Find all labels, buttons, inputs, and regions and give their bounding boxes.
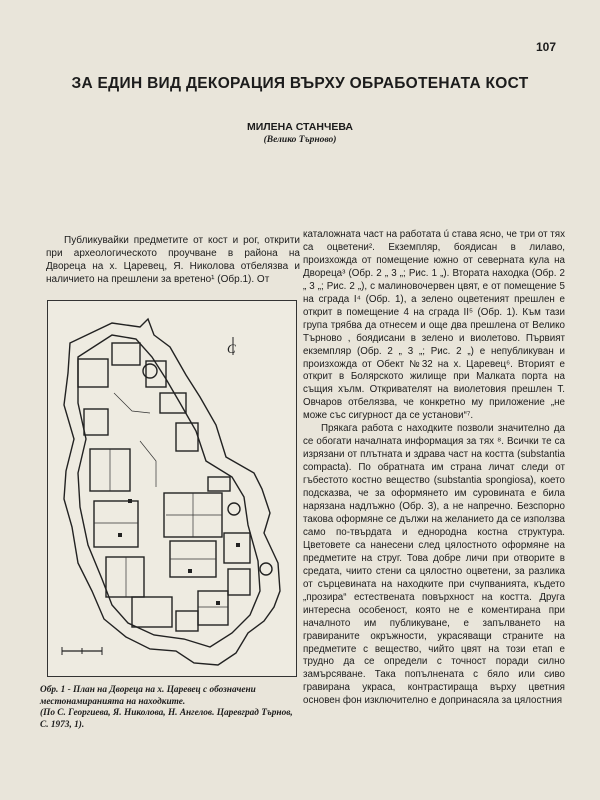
room (208, 477, 230, 491)
room (112, 343, 140, 365)
body-paragraph-2: Прякага работа с находките позволи значително да се обогати началната информация за тях ⁸. Всички те са изрязани от плътната и здрава част на костта (substantia compacta). По обратната им страна личат следи от гъбестото костно вещество (substantia spongiosa), което подсказва, че за оформянето им суровината е била нарязана надлъжно (Обр. 3), а не напречно. Безспорно такова оформяне се дължи на желанието да се използва само по-твърдата и еднородна костна структура. Цветовете са нанесени след цялостното оформяне на предметите на струг. Това добре личи при отворите в средата, чиито стени са цялостно оцветени, за разлика от сърцевината на находките при счупванията, където „прозира“ естествената повърхност на костта. Друга интересна особеност, която не е коментирана при началното им публикуване, е запълването на гравираните окръжности, украсяващи страните на предметите с вещество, чийто цвят на този етап е трудно да се определи с точност поради силно замърсяване. Така попълнената с бяло или сиво гравирана украса, контрастираща върху цветния основен фон изключително е допринасяла за цялостния (303, 423, 565, 707)
room (198, 591, 228, 625)
intro-paragraph: Публикувайки предметите от кост и рог, открити при археологическото проучване в района на Двореца на х. Царевец, Я. Николова отбелязва и наличието на прешлени за вретено¹ (Обр.1). От (46, 235, 300, 285)
palace-plan-drawing (48, 301, 296, 676)
article-title: ЗА ЕДИН ВИД ДЕКОРАЦИЯ ВЪРХУ ОБРАБОТЕНАТА КОСТ (71, 75, 529, 92)
left-column (46, 235, 300, 287)
tower (228, 503, 240, 515)
room (84, 409, 108, 435)
figure-source: (По С. Георгиева, Я. Николова, Н. Ангелов. Царевград Търнов, С. 1973, 1). (40, 708, 293, 730)
page-number: 107 (535, 40, 556, 54)
room (106, 557, 144, 597)
room (228, 569, 250, 595)
room (160, 393, 186, 413)
author-affiliation: (Велико Търново) (263, 135, 337, 145)
body-paragraph-1: каталожната част на работата ú става ясно, че три от тях са оцветени². Екземпляр, боядисан в лилаво, произхожда от помещение южно от северната кула на Двореца³ (Обр. 2 „ 3 „; Рис. 1 „). Втората находка (Обр. 2 „ 3 „; Рис. 2 „), с малиновочервен цвят, е от помещение 5 на сграда I⁴ (Обр. 1), а зелено оцветеният прешлен е открит в помещение 4 на сграда II⁵ (Обр. 1). Към тази група трябва да отнесем и още два прешлена от Велико Търново , боядисани в зелено и виолетово. Първият екземпляр (Обр. 2 „ 3 „; Рис. 2 „) е непубликуван и произхожда от Обект №32 на х. Царевец⁶. Вторият е открит в Болярското жилище при Малката порта на същия хълм. Откривателят на виолетовия прешлен Т. Овчаров отбелязва, че конкретно му приложение „не може със сигурност да се установи“⁷. (303, 229, 565, 422)
scale-bar (62, 647, 102, 655)
right-column (303, 229, 565, 708)
room (78, 359, 108, 387)
figure-caption (40, 685, 302, 731)
room (176, 423, 198, 451)
palace-plan-figure (47, 300, 297, 677)
tower (260, 563, 272, 575)
north-arrow (227, 337, 236, 356)
author-name: МИЛЕНА СТАНЧЕВА (246, 121, 353, 133)
figure-caption-text: План на Двореца на х. Царевец с обозначени местонамиранията на находките. (40, 685, 256, 707)
figure-label: Обр. 1 - (40, 685, 71, 695)
room (94, 501, 138, 547)
room (132, 597, 172, 627)
north-letter: С (227, 341, 236, 356)
room (224, 533, 250, 563)
room (176, 611, 198, 631)
tower (143, 364, 157, 378)
